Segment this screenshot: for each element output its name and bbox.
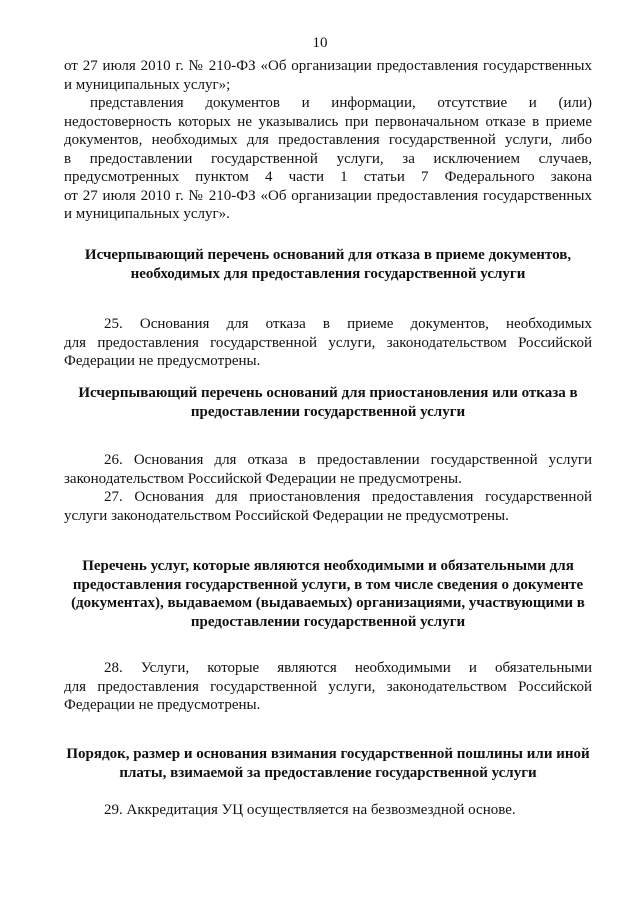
paragraph-29 [64, 801, 592, 820]
text-line: услуги законодательством Российской Федерации не предусмотрены. [64, 507, 509, 524]
paragraph-27 [64, 488, 592, 525]
text-line: документов, необходимых для предоставления государственной услуги, либо [64, 132, 592, 148]
text-line: предусмотренных пунктом 4 части 1 статьи 7 Федерального закона [64, 169, 592, 185]
heading-line: (документах), выдаваемом (выдаваемых) организациями, участвующими в [71, 595, 585, 611]
paragraph-documents [64, 94, 592, 224]
text-line: от 27 июля 2010 г. № 210-ФЗ «Об организации предоставления государственных [64, 187, 592, 204]
text-line: в предоставлении государственной услуги, за исключением случаев, [64, 150, 592, 167]
text-line: для предоставления государственной услуги, законодательством Российской [64, 678, 592, 695]
heading-line: Исчерпывающий перечень оснований для отказа в приеме документов, [84, 247, 572, 263]
text-line: 28. Услуги, которые являются необходимыми и обязательными [104, 660, 592, 676]
paragraph-25 [64, 315, 592, 371]
paragraph-28 [64, 659, 592, 715]
text-line: от 27 июля 2010 г. № 210-ФЗ «Об организации предоставления государственных [64, 58, 592, 74]
text-line: 27. Основания для приостановления предоставления государственной [104, 489, 592, 505]
section-heading [64, 384, 592, 421]
section-heading [64, 557, 592, 631]
text-line: Федерации не предусмотрены. [64, 697, 261, 713]
text-line: 25. Основания для отказа в приеме документов, необходимых [104, 316, 592, 332]
text-line: 26. Основания для отказа в предоставлении государственной услуги [104, 452, 592, 468]
text-line: для предоставления государственной услуги, законодательством Российской [64, 334, 592, 351]
heading-line: предоставления государственной услуги, в том числе сведения о документе [72, 576, 584, 593]
heading-line: платы, взимаемой за предоставление государственной услуги [119, 764, 537, 781]
text-line: и муниципальных услуг». [64, 206, 230, 222]
text-line: Федерации не предусмотрены. [64, 353, 261, 369]
paragraph-continuation [64, 57, 592, 94]
heading-line: предоставлении государственной услуги [190, 403, 466, 420]
heading-line: предоставлении государственной услуги [190, 613, 466, 630]
heading-line: Перечень услуг, которые являются необходимыми и обязательными для [82, 558, 574, 574]
heading-line: Исчерпывающий перечень оснований для приостановления или отказа в [78, 385, 578, 401]
text-line: законодательством Российской Федерации не предусмотрены. [64, 470, 462, 487]
text-line: представления документов и информации, отсутствие и (или) [90, 95, 592, 111]
heading-line: необходимых для предоставления государственной услуги [130, 265, 526, 282]
heading-line: Порядок, размер и основания взимания государственной пошлины или иной [66, 746, 590, 762]
page-number: 10 [312, 35, 328, 51]
section-heading [64, 246, 592, 283]
text-line: и муниципальных услуг»; [64, 76, 231, 93]
section-heading [64, 745, 592, 782]
paragraph-26 [64, 451, 592, 488]
text-line: 29. Аккредитация УЦ осуществляется на безвозмездной основе. [104, 802, 516, 818]
text-line: недостоверность которых не указывались при первоначальном отказе в приеме [64, 113, 592, 130]
